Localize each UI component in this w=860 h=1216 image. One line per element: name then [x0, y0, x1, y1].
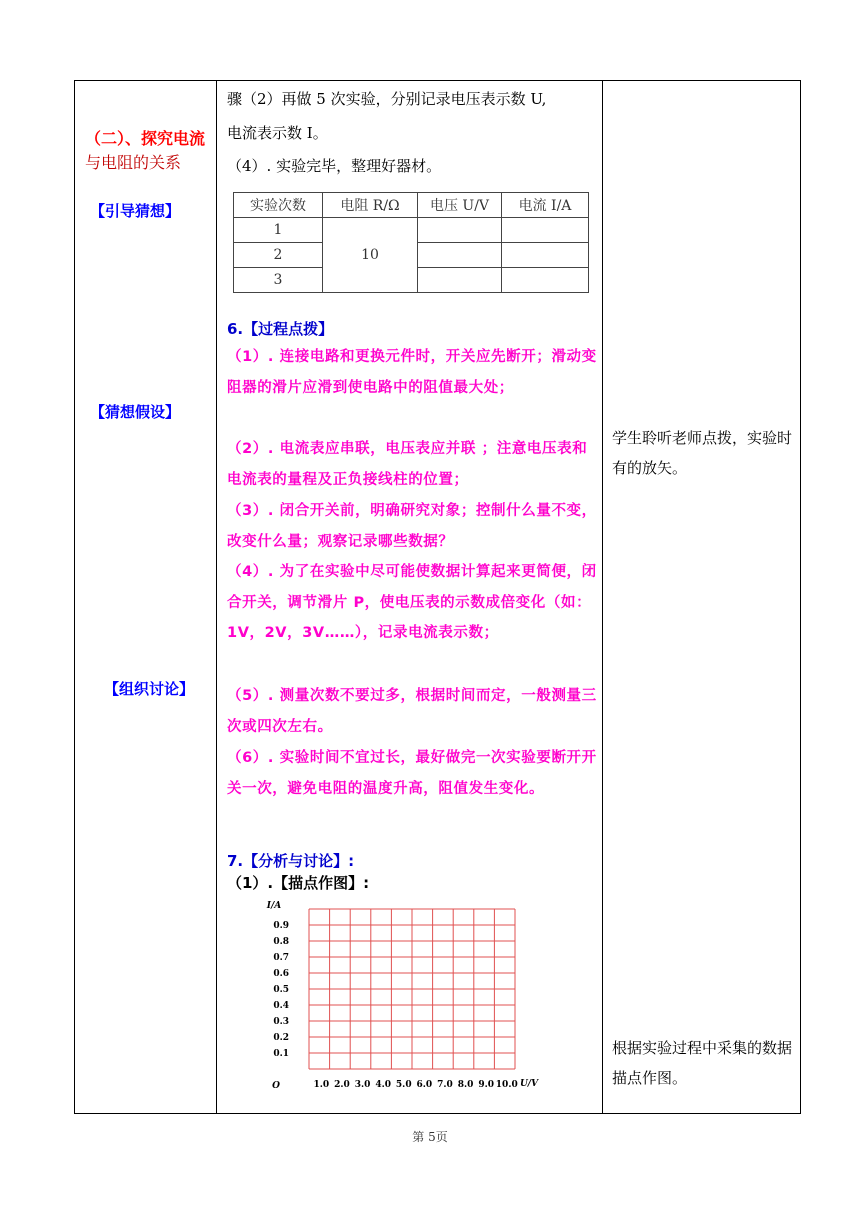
- table-cell: [418, 218, 502, 243]
- step-line-2: 电流表示数 I。: [227, 124, 328, 142]
- middle-column: [217, 81, 602, 1113]
- x-tick-label: 4.0: [375, 1080, 391, 1090]
- heading-7: 7.【分析与讨论】:: [227, 852, 355, 870]
- y-tick-label: 0.7: [273, 953, 289, 963]
- tip-1: （1）. 连接电路和更换元件时，开关应先断开；滑动变阻器的滑片应滑到使电路中的阻值最大处；: [227, 349, 597, 396]
- table-cell: 10: [323, 218, 418, 293]
- label-discuss: 【组织讨论】: [104, 680, 195, 698]
- y-tick-label: 0.5: [273, 985, 289, 995]
- section-title: （二）、探究电流 与电阻的关系: [85, 129, 206, 172]
- table-cell: [502, 268, 589, 293]
- table-header: 电流 I/A: [502, 193, 589, 218]
- plot-grid: [257, 897, 557, 1095]
- table-cell: [418, 268, 502, 293]
- y-tick-label: 0.1: [273, 1049, 289, 1059]
- y-tick-label: 0.3: [273, 1017, 289, 1027]
- page-number: 第 5页: [412, 1130, 448, 1144]
- note-plot: 根据实验过程中采集的数据描点作图。: [612, 1039, 793, 1087]
- x-tick-label: 1.0: [313, 1080, 330, 1090]
- table-header: 电压 U/V: [418, 193, 502, 218]
- table-cell: 2: [234, 243, 323, 268]
- tip-5: （5）. 测量次数不要过多，根据时间而定，一般测量三次或四次左右。: [227, 688, 597, 735]
- label-hypothesis: 【猜想假设】: [90, 403, 181, 421]
- x-tick-label: 5.0: [395, 1080, 412, 1090]
- y-tick-label: 0.4: [273, 1001, 289, 1011]
- x-tick-label: 7.0: [437, 1080, 453, 1090]
- lesson-table: [74, 80, 801, 1114]
- tip-6: （6）. 实验时间不宜过长，最好做完一次实验要断开开关一次，避免电阻的温度升高，阻值发生变化。: [227, 750, 597, 797]
- x-tick-label: 10.0: [495, 1080, 518, 1090]
- table-cell: [502, 218, 589, 243]
- y-axis-label: I/A: [266, 901, 282, 911]
- x-axis-label: U/V: [519, 1079, 539, 1089]
- table-cell: [502, 243, 589, 268]
- table-cell: 3: [234, 268, 323, 293]
- x-tick-label: 9.0: [478, 1080, 494, 1090]
- tip-4: （4）. 为了在实验中尽可能使数据计算起来更简便，闭合开关，调节滑片 P，使电压表的示数成倍变化（如：1V，2V，3V……），记录电流表示数；: [227, 564, 597, 641]
- origin-label: O: [272, 1081, 280, 1091]
- y-tick-label: 0.2: [273, 1033, 289, 1043]
- table-cell: 1: [234, 218, 323, 243]
- x-tick-label: 2.0: [334, 1080, 350, 1090]
- y-tick-label: 0.6: [273, 969, 289, 979]
- tip-3: （3）. 闭合开关前，明确研究对象；控制什么量不变，改变什么量；观察记录哪些数据？: [227, 503, 597, 550]
- label-guide: 【引导猜想】: [90, 202, 181, 220]
- sub-heading-7: （1）.【描点作图】:: [227, 874, 370, 892]
- right-column: [603, 81, 800, 1113]
- table-header: 实验次数: [234, 193, 323, 218]
- step-line-1: 骤（2）再做 5 次实验，分别记录电压表示数 U,: [227, 90, 547, 108]
- x-tick-label: 8.0: [457, 1080, 474, 1090]
- x-tick-label: 6.0: [416, 1080, 433, 1090]
- y-tick-label: 0.8: [273, 937, 289, 947]
- tip-2: （2）. 电流表应串联，电压表应并联 ；注意电压表和电流表的量程及正负接线柱的位置；: [227, 441, 588, 488]
- table-cell: [418, 243, 502, 268]
- heading-6: 6.【过程点拨】: [227, 320, 334, 338]
- note-listen: 学生聆听老师点拨，实验时有的放矢。: [612, 429, 793, 477]
- table-header: 电阻 R/Ω: [323, 193, 418, 218]
- experiment-table: [233, 192, 589, 293]
- x-tick-label: 3.0: [354, 1080, 371, 1090]
- step-4: （4）. 实验完毕，整理好器材。: [227, 157, 442, 175]
- left-column: [75, 81, 216, 1113]
- y-tick-label: 0.9: [273, 921, 289, 931]
